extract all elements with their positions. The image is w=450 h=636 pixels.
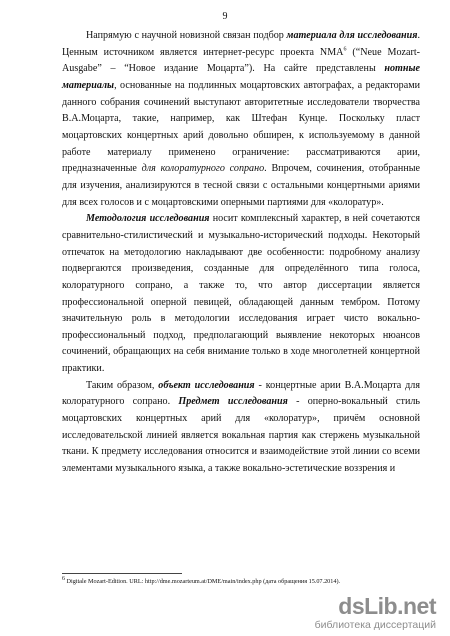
emphasis-term: объект исследования	[158, 379, 255, 391]
text-run: . Ценным источником является интернет-ресурс проекта NMA	[62, 30, 420, 58]
footnote-divider	[62, 573, 182, 574]
text-run: , основанные на подлинных моцартовских автографах, а редакторами данного собрания сочинений выступают авторитетные исследователи творчества В.А.Моцарта, такие, например, как Штефан Кунце. Поскольку пласт моцартовских концертных арий довольно обширен, к используемому в данной работе материалу применено ограничение: рассматриваются арии, предназначенные	[62, 79, 420, 175]
emphasis-term: Предмет исследования	[178, 396, 288, 408]
paragraph-methodology	[62, 211, 420, 378]
text-run: Таким образом,	[86, 379, 159, 391]
watermark-tagline: библиотека диссертаций	[314, 619, 436, 631]
footnote	[62, 577, 420, 586]
footnote-ref: 6	[343, 46, 347, 53]
footnote-text: Digitale Mozart-Edition. URL: http://dme.mozarteum.at/DME/main/index.php (дата обращения 15.07.2014).	[65, 578, 341, 585]
text-run: Напрямую с научной новизной связан подбор	[86, 30, 287, 41]
watermark-logo: dsLib.net	[338, 593, 436, 619]
footnote-number: 6	[62, 575, 65, 582]
body-text	[62, 28, 420, 478]
paragraph-object-subject	[62, 378, 420, 478]
page-number: 9	[222, 11, 228, 22]
italic-phrase: для колоратурного сопрано	[141, 163, 265, 175]
paragraph-materials	[62, 28, 420, 211]
text-run: - концертные арии В.А.Моцарта для колоратурного сопрано.	[62, 379, 420, 408]
emphasis-term: нотные материалы	[62, 63, 420, 91]
emphasis-term: Методология исследования	[86, 213, 210, 225]
text-run: (“Neue Mozart-Ausgabe” – “Новое издание Моцарта”). На сайте представлены	[62, 46, 420, 75]
watermark	[288, 593, 438, 633]
text-run: - оперно-вокальный стиль моцартовских концертных арий для «колоратур», причём основной исследовательской линией является вокальная партия как стержень музыкальной ткани. К предмету исследования относится и взаимодействие этой линии со всеми элементами музыкального языка, а также вокально-эстетические воззрения и	[62, 396, 420, 475]
text-run: носит комплексный характер, в ней сочетаются сравнительно-стилистический и музыкально-исторический подходы. Некоторый отпечаток на методологию накладывают две особенности: подробному анализу подвергаются произведения, созданные для определённого типа голоса, колоратурного сопрано, а также то, что автор диссертации является профессиональной оперной певицей, обладающей данным тембром. Потому значительную роль в методологии исследования играет чисто вокально-профессиональный подход, предполагающий выявление некоторых нюансов сочинений, обращающих на себя внимание только в ходе многолетней концертной практики.	[62, 213, 420, 375]
emphasis-term: материала для исследования	[286, 30, 418, 41]
text-run: . Впрочем, сочинения, отобранные для изучения, анализируются в тесной связи с остальными концертными ариями для всех голосов и с моцартовскими оперными партиями для «колоратур».	[62, 163, 420, 208]
